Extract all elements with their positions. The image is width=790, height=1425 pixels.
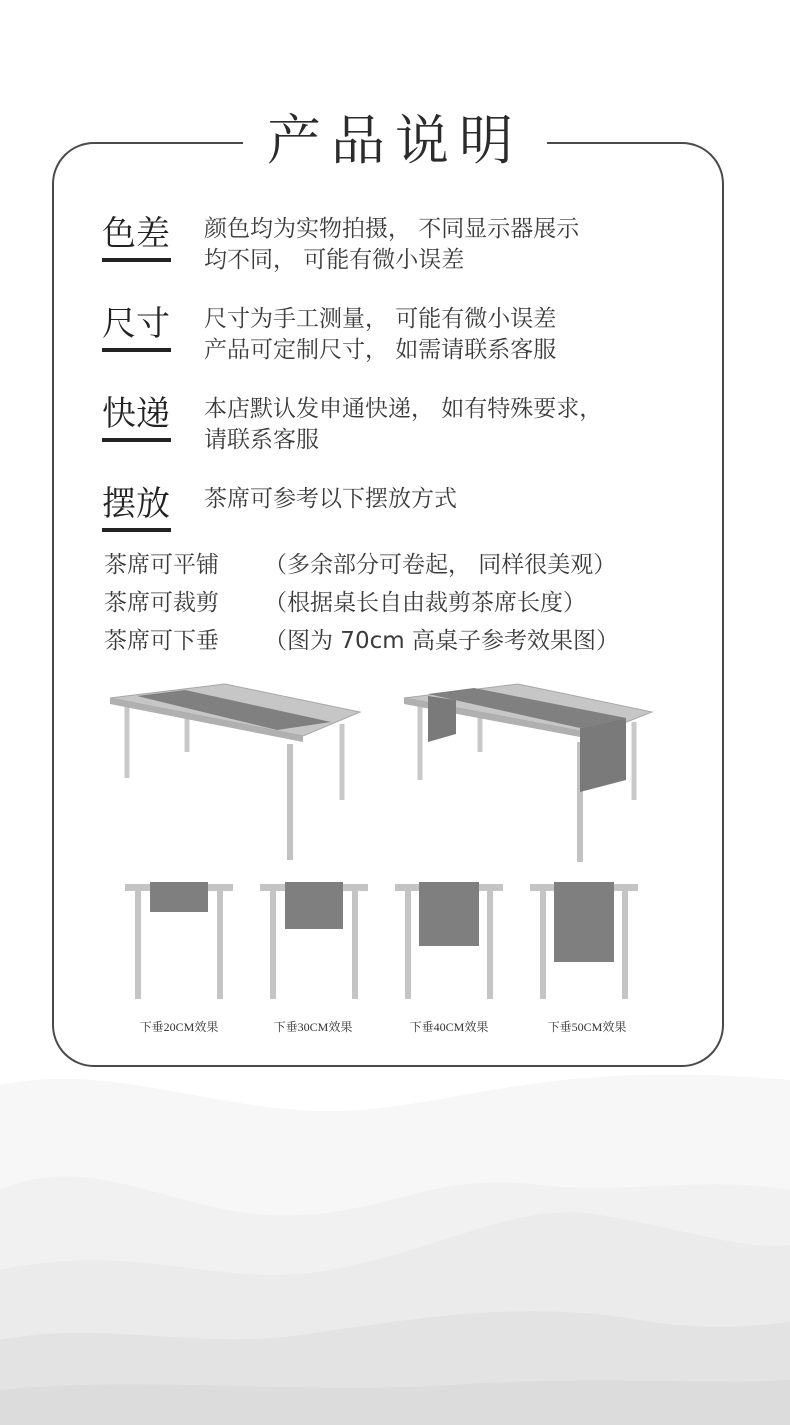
- section-text: [204, 304, 674, 366]
- section-line: 请联系客服: [204, 427, 319, 453]
- option-flat: [104, 549, 616, 581]
- drape-50cm-illustration: [530, 882, 638, 1002]
- table-flat-illustration: [105, 682, 365, 867]
- section-line: 颜色均为实物拍摄， 不同显示器展示: [204, 216, 580, 242]
- section-line: 本店默认发申通快递， 如有特殊要求，: [204, 396, 603, 422]
- section-underline: [102, 438, 171, 442]
- caption-drape-20: 下垂20CM效果: [139, 1020, 219, 1034]
- section-underline: [102, 528, 171, 532]
- section-title: 摆放: [102, 484, 170, 524]
- section-title: 快递: [102, 394, 170, 434]
- option-desc: （多余部分可卷起， 同样很美观）: [264, 552, 617, 578]
- section-title: 尺寸: [102, 304, 170, 344]
- caption-drape-30: 下垂30CM效果: [273, 1020, 353, 1034]
- option-label: 茶席可下垂: [104, 628, 219, 654]
- option-trim: [104, 587, 586, 619]
- page-title-wrap: [0, 105, 790, 177]
- section-title: 色差: [102, 214, 170, 254]
- option-desc: （根据桌长自由裁剪茶席长度）: [264, 590, 586, 616]
- section-underline: [102, 258, 171, 262]
- option-drape: [104, 625, 619, 657]
- option-label: 茶席可平铺: [104, 552, 219, 578]
- section-text: [204, 394, 674, 456]
- section-text: [204, 484, 674, 515]
- section-underline: [102, 348, 171, 352]
- option-desc: （图为 70cm 高桌子参考效果图）: [264, 628, 619, 654]
- drape-30cm-illustration: [260, 882, 368, 1002]
- section-line: 产品可定制尺寸， 如需请联系客服: [204, 337, 557, 363]
- caption-drape-50: 下垂50CM效果: [547, 1020, 627, 1034]
- page-title: 产品说明: [243, 105, 547, 177]
- drape-40cm-illustration: [395, 882, 503, 1002]
- section-line: 尺寸为手工测量， 可能有微小误差: [204, 306, 557, 332]
- caption-drape-40: 下垂40CM效果: [409, 1020, 489, 1034]
- drape-20cm-illustration: [125, 882, 233, 1002]
- section-line: 均不同， 可能有微小误差: [204, 247, 465, 273]
- option-label: 茶席可裁剪: [104, 590, 219, 616]
- section-line: 茶席可参考以下摆放方式: [204, 486, 457, 512]
- table-drape-illustration: [400, 682, 660, 867]
- section-text: [204, 214, 674, 276]
